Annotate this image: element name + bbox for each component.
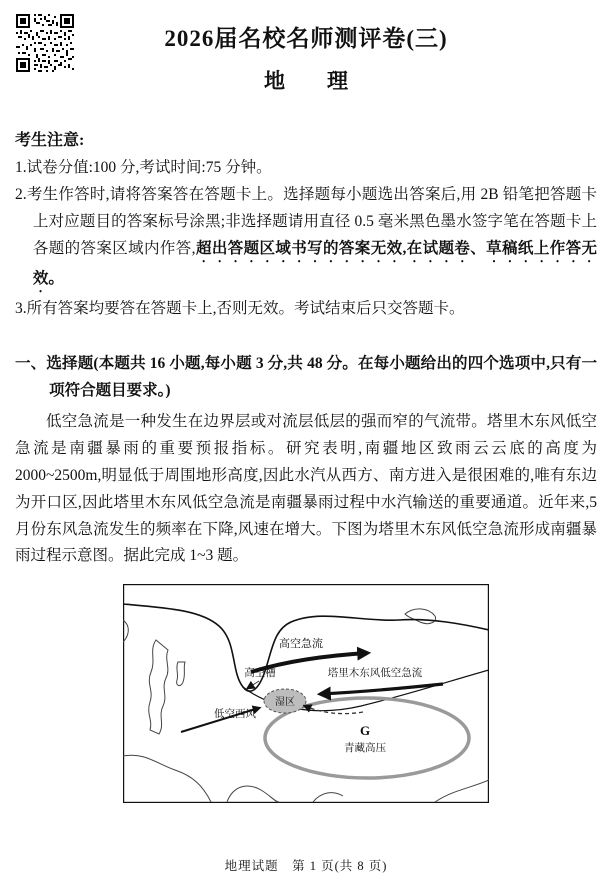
notice-heading: 考生注意:: [15, 132, 85, 149]
section-one: [15, 351, 597, 571]
label-lower-westerly: 低空西风: [214, 708, 256, 721]
label-upper-jet: 高空急流: [279, 638, 323, 651]
label-high-letter: G: [359, 723, 371, 739]
question-intro: 低空急流是一种发生在边界层或对流层低层的强而窄的气流带。塔里木东风低空急流是南疆暴雨的重要预报指标。研究表明,南疆地区致雨云云底的高度为 2000~2500m,明显低于周围地形高度,因此水汽从西方、南方进入是很困难的,唯有东边为开口区,因此塔里木东风低空急流是南疆暴雨过程中水汽输送的重要通道。近年来,5 月份东风急流发生的频率在下降,风速在增大。下图为塔里木东风低空急流形成南疆暴雨过程示意图。据此完成 1~3 题。: [15, 412, 597, 565]
notice-item-1: 1.试卷分值:100 分,考试时间:75 分钟。: [15, 158, 272, 176]
notice-item-3: 3.所有答案均要答在答题卡上,否则无效。考试结束后只交答题卡。: [15, 299, 465, 317]
map-diagram: [123, 584, 489, 803]
label-tarim-jet: 塔里木东风低空急流: [327, 667, 423, 680]
notice-item-2-text: 2.考生作答时,请将答案答在答题卡上。选择题每小题选出答案后,用 2B 铅笔把答题卡上对应题目的答案标号涂黑;非选择题请用直径 0.5 毫米黑色墨水签字笔在答题卡上各题的答案区域内作答,: [15, 185, 597, 257]
page-footer: 地理试题 第 1 页(共 8 页): [224, 859, 388, 873]
label-wet-zone: 湿区: [275, 697, 295, 709]
page-title: 2026届名校名师测评卷(三): [164, 26, 448, 51]
figure-tarim-jet-diagram: [123, 584, 489, 808]
label-plateau-high: 青藏高压: [344, 742, 386, 755]
label-upper-trough: 高空槽: [244, 667, 276, 680]
qr-code: [16, 14, 74, 72]
candidate-notice: [15, 127, 597, 323]
qr-code-graphic: [16, 14, 74, 72]
subject-title: 地 理: [264, 69, 348, 93]
section-one-heading: 一、选择题(本题共 16 小题,每小题 3 分,共 48 分。在每小题给出的四个选项中,只有一项符合题目要求。): [15, 354, 597, 399]
notice-item-2-emphasis: 超出答题区域书写的答案无效,在试题卷、草稿纸上作答无效。: [32, 239, 597, 287]
notice-item-2: [15, 182, 597, 296]
